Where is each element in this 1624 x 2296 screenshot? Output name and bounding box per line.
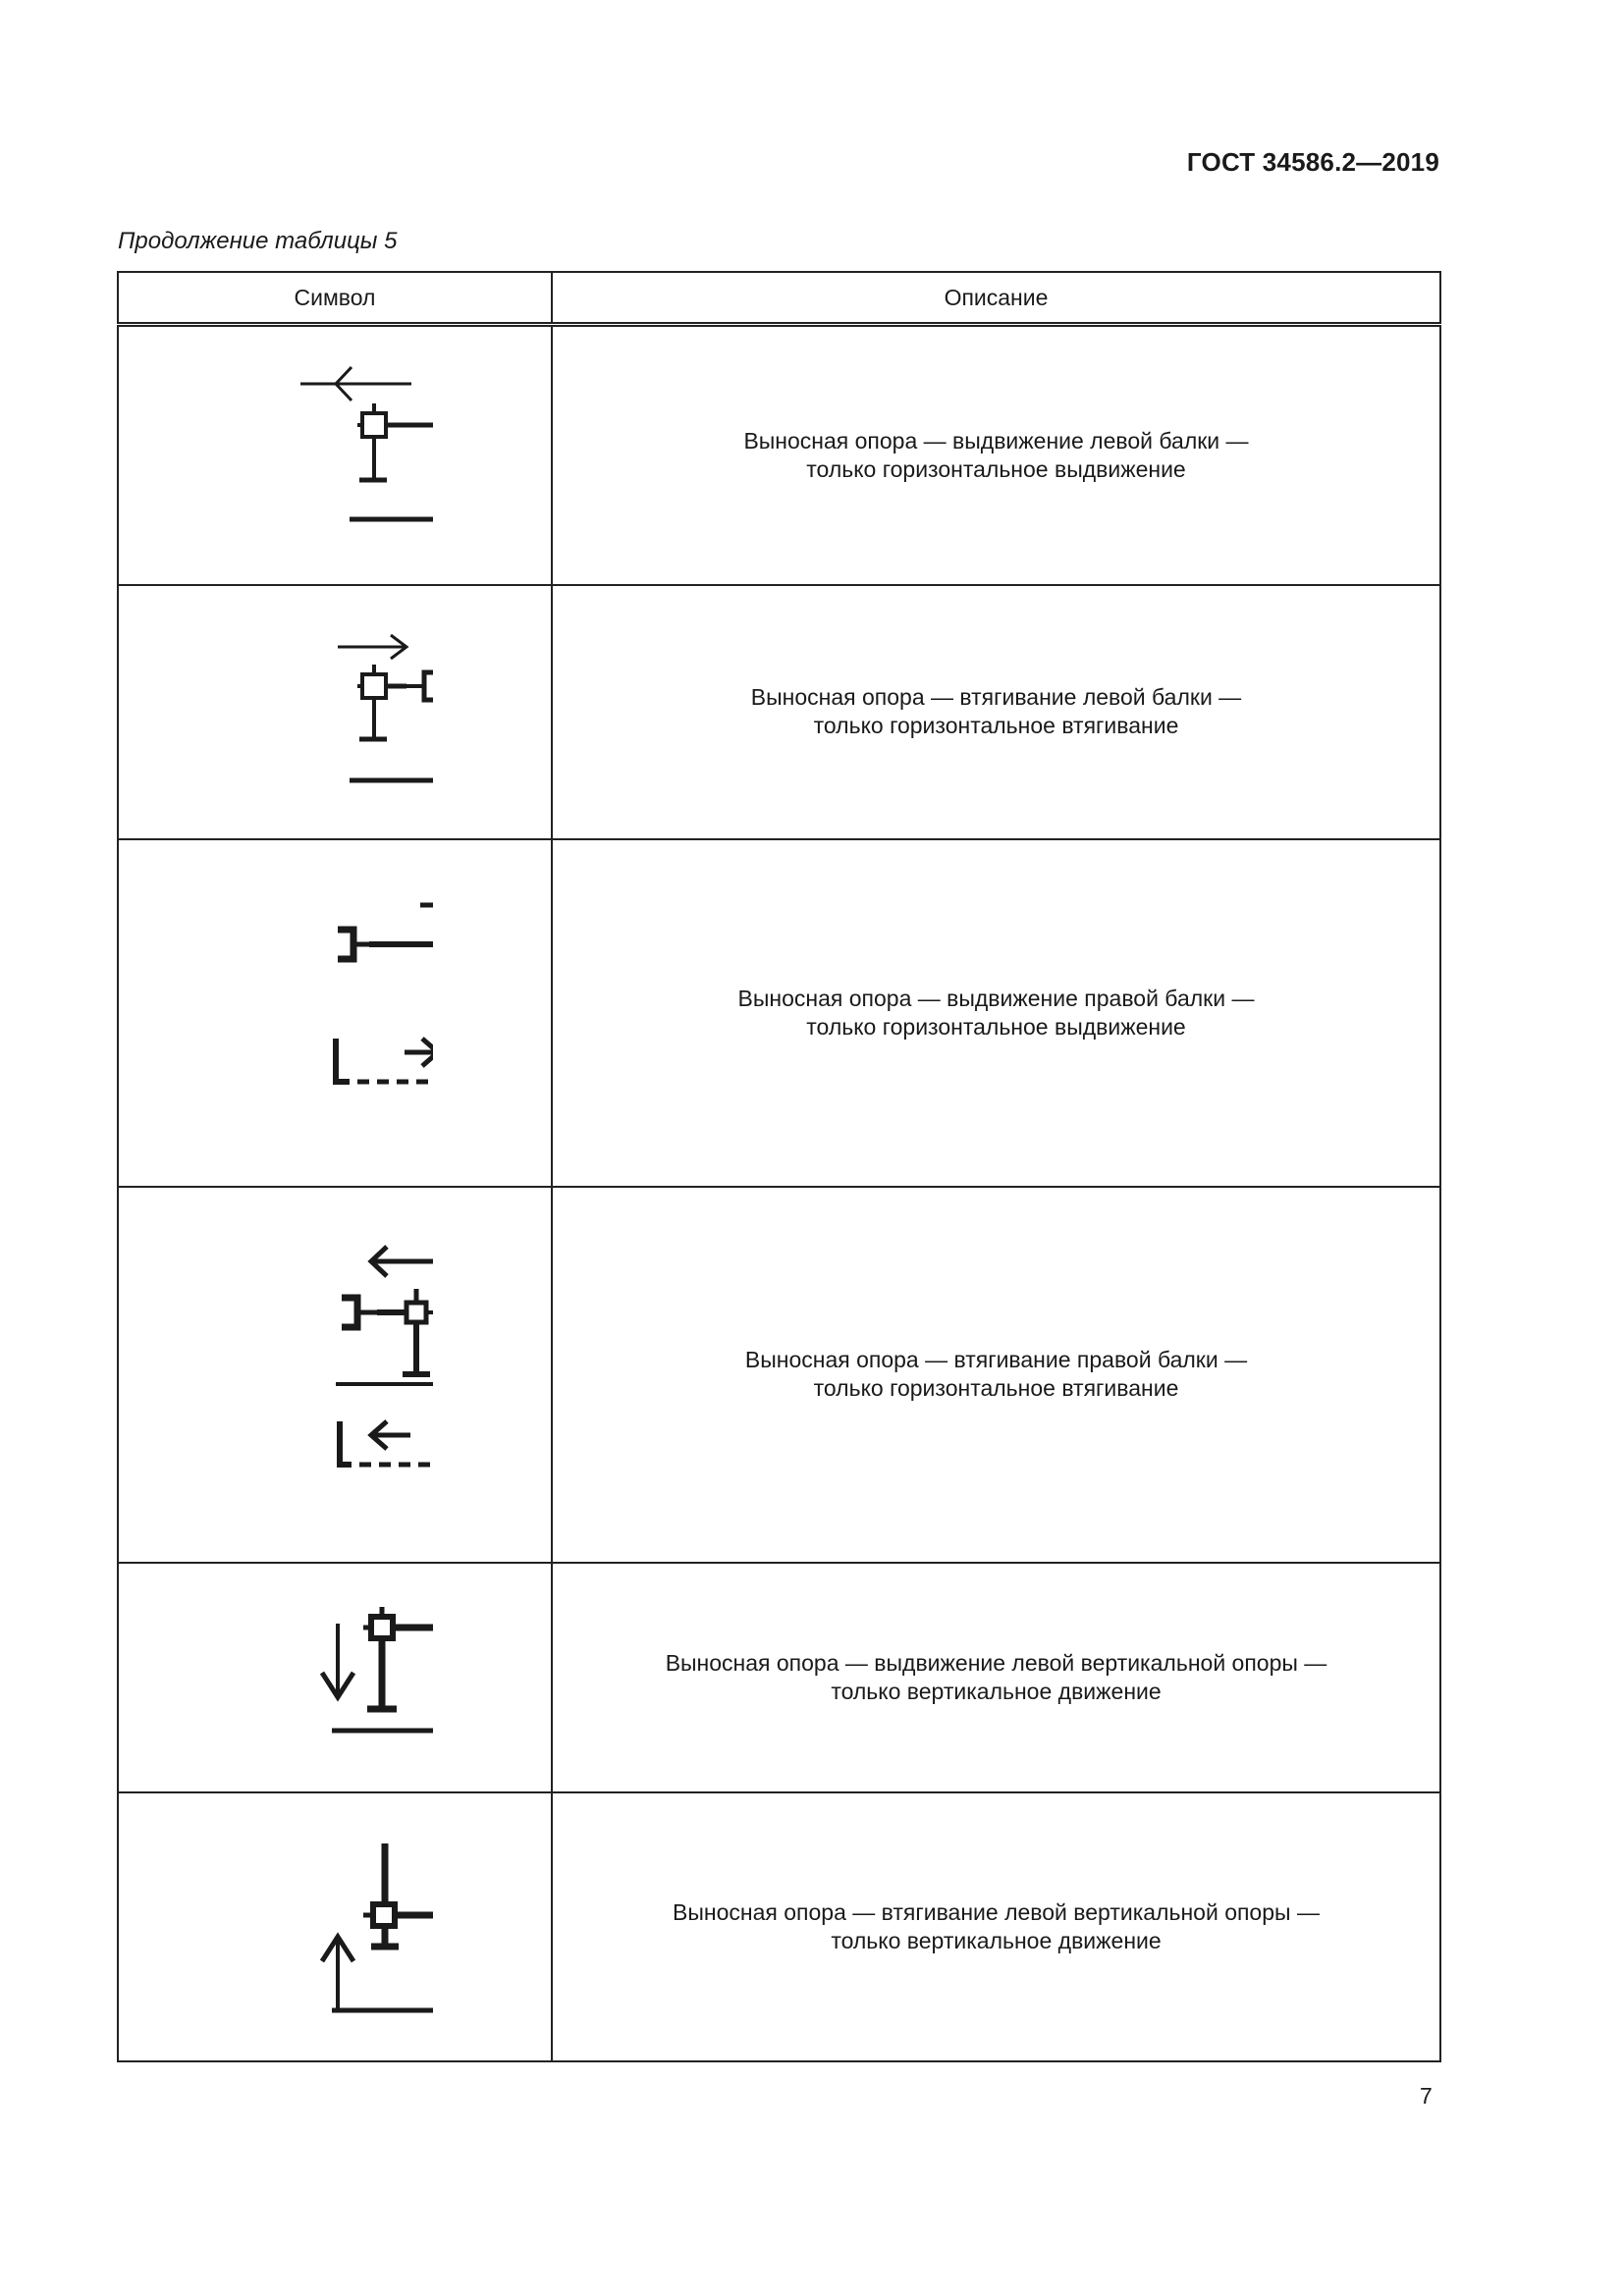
table-row [118,325,1440,585]
table-row [118,1563,1440,1792]
description-line-2: только вертикальное движение [831,1927,1162,1953]
description-line-1: Выносная опора — выдвижение левой вертикальной опоры — [665,1649,1327,1676]
symbol-cell [118,585,552,839]
column-header-symbol: Символ [118,272,552,325]
table-row [118,839,1440,1187]
description-cell [552,839,1440,1187]
table-row [118,1792,1440,2061]
header-standard-code: ГОСТ 34586.2—2019 [1186,147,1439,177]
description-line-2: только горизонтальное выдвижение [806,1013,1186,1040]
description-cell [552,1792,1440,2061]
outrigger-right-beam-extend-icon [237,876,433,1150]
symbol-cell [118,325,552,585]
description-line-1: Выносная опора — выдвижение левой балки — [743,427,1249,454]
table-row [118,585,1440,839]
outrigger-left-jack-retract-icon [237,1829,433,2025]
symbol-cell [118,839,552,1187]
description-line-1: Выносная опора — втягивание левой балки — [750,684,1242,710]
outrigger-left-jack-extend-icon [237,1599,433,1756]
outrigger-left-beam-extend-icon [237,357,433,554]
outrigger-right-beam-retract-icon [237,1232,433,1517]
column-header-description: Описание [552,272,1440,325]
symbols-table [117,271,1441,2062]
symbol-cell [118,1792,552,2061]
description-line-1: Выносная опора — втягивание левой вертикальной опоры — [673,1898,1320,1925]
table-caption: Продолжение таблицы 5 [118,228,398,254]
description-cell [552,585,1440,839]
page-number: 7 [1420,2083,1433,2109]
table-header-row [118,272,1440,325]
description-cell [552,325,1440,585]
symbol-cell [118,1563,552,1792]
description-line-2: только горизонтальное втягивание [813,1375,1179,1401]
table-row [118,1187,1440,1563]
outrigger-left-beam-retract-icon [237,623,433,800]
description-line-2: только горизонтальное выдвижение [806,455,1186,482]
description-line-1: Выносная опора — втягивание правой балки — [744,1347,1248,1372]
description-cell [552,1187,1440,1563]
description-line-2: только вертикальное движение [831,1678,1162,1704]
symbol-cell [118,1187,552,1563]
description-line-1: Выносная опора — выдвижение правой балки — [737,985,1255,1011]
description-cell [552,1563,1440,1792]
description-line-2: только горизонтальное втягивание [813,713,1179,738]
